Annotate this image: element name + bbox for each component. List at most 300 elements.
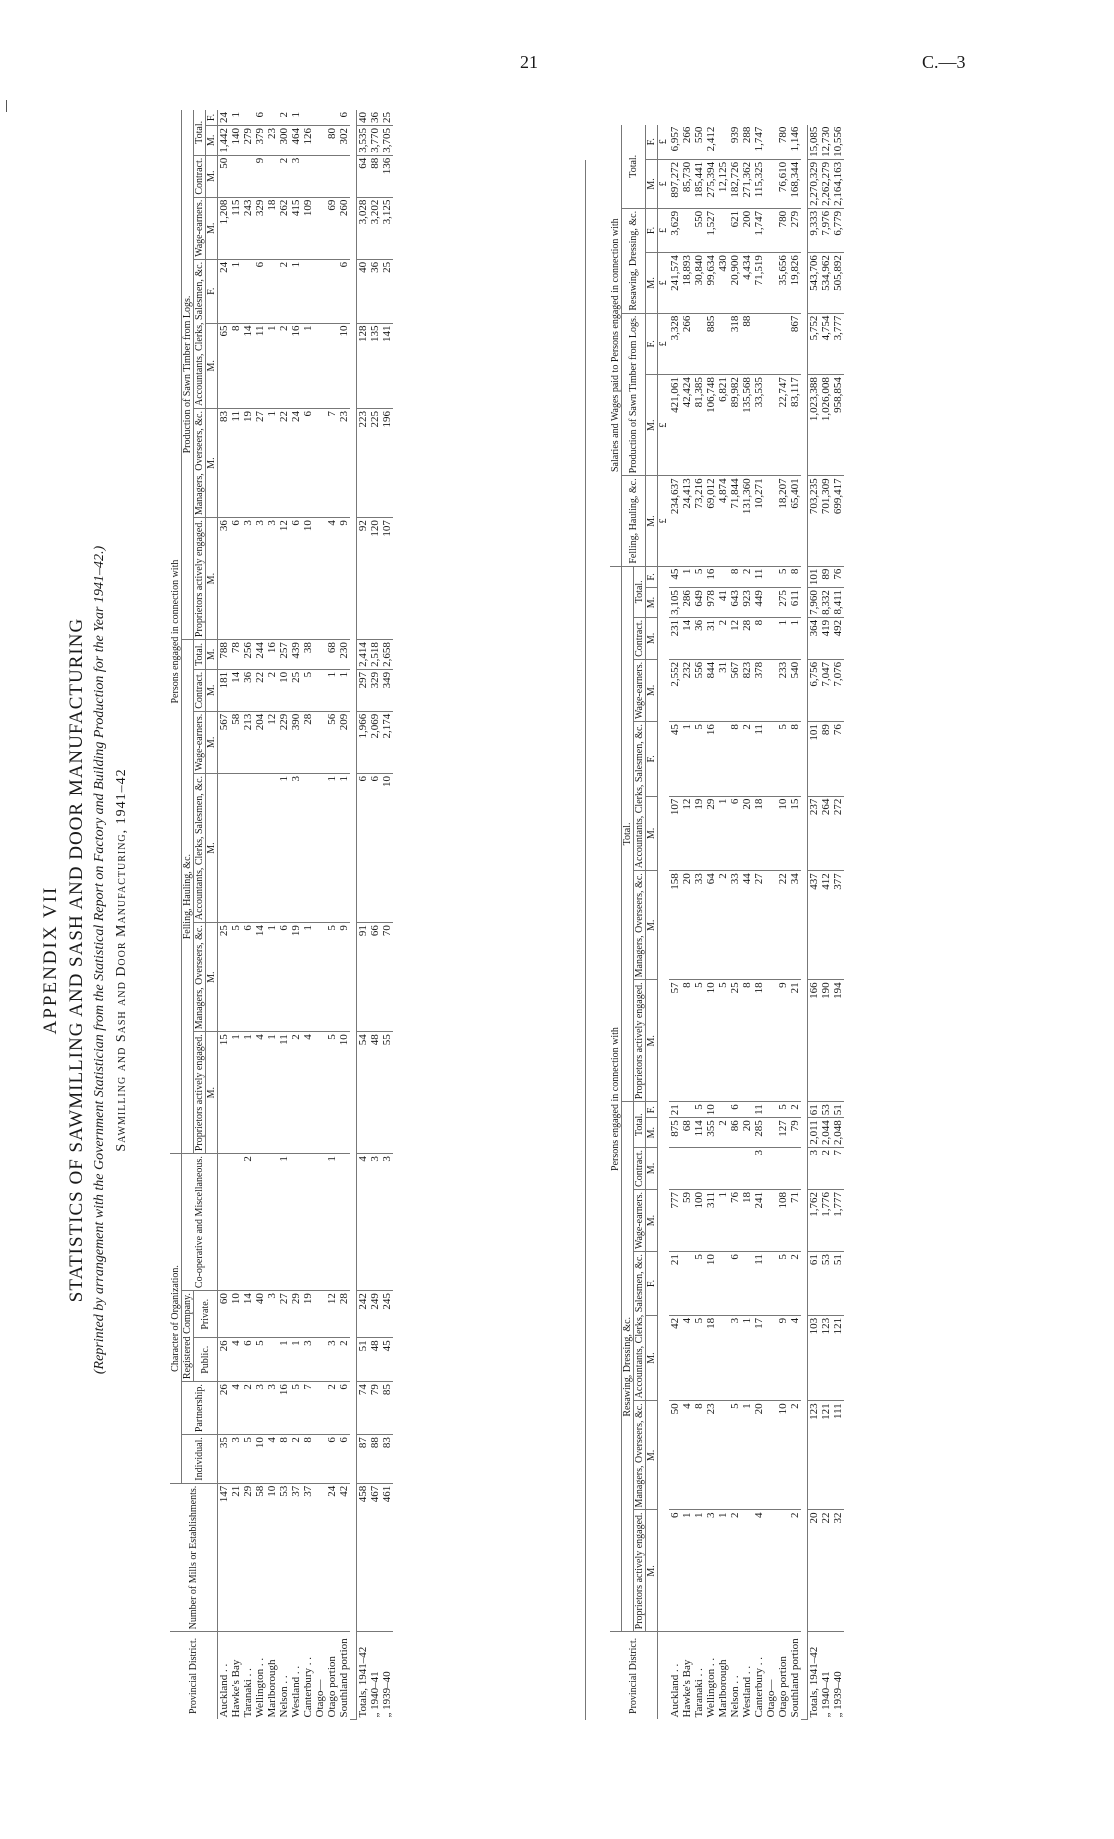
currency-symbol: £ bbox=[658, 125, 670, 160]
table-cell: 36 bbox=[693, 617, 705, 659]
sex-header: M. bbox=[646, 476, 658, 566]
table-cell: 65,401 bbox=[789, 476, 801, 566]
table-cell: 2,552 bbox=[669, 659, 681, 721]
table-cell: 1,966 bbox=[357, 711, 370, 773]
table-cell: 449 bbox=[753, 588, 765, 618]
table-cell: 37 bbox=[302, 1483, 314, 1632]
table-cell: 27 bbox=[753, 871, 765, 980]
table-cell: 4 bbox=[266, 1435, 278, 1484]
table-cell bbox=[314, 197, 326, 259]
table-cell: 71,844 bbox=[729, 476, 741, 566]
sal-sawn-header: Production of Sawn Timber from Logs. bbox=[622, 313, 646, 476]
table-cell: 1 bbox=[338, 773, 350, 922]
felling-total-header: Total. bbox=[194, 640, 206, 670]
table-cell bbox=[266, 773, 278, 922]
table-cell: 550 bbox=[693, 125, 705, 160]
felling-contract-header: Contract. bbox=[194, 669, 206, 711]
table-cell: 25 bbox=[290, 669, 302, 711]
table-cell: 275 bbox=[777, 588, 789, 618]
table-cell: 7 bbox=[302, 1382, 314, 1435]
statistics-title: STATISTICS OF SAWMILLING AND SASH AND DOOR MANUFACTURING bbox=[66, 617, 87, 1303]
table-cell bbox=[314, 1338, 326, 1382]
appendix-title: APPENDIX VII bbox=[40, 885, 61, 1035]
sawn-managers-header: Managers, Overseers, &c. bbox=[194, 409, 206, 518]
table-cell bbox=[266, 110, 278, 126]
district-label: Westland . . bbox=[741, 1665, 753, 1718]
table-cell: 37 bbox=[290, 1483, 302, 1632]
table-cell: 45 bbox=[669, 566, 681, 588]
table-cell: 1,762 bbox=[808, 1189, 821, 1251]
table-cell: 271,362 bbox=[741, 159, 753, 208]
table-cell: 115 bbox=[230, 197, 242, 259]
table-cell: 978 bbox=[705, 588, 717, 618]
table-cell: 8,332 bbox=[820, 588, 832, 618]
table-cell: 2 bbox=[820, 1148, 832, 1190]
table-cell: 279 bbox=[242, 125, 254, 155]
salaries-header: Salaries and Wages paid to Persons engaged in connection with bbox=[610, 125, 622, 567]
table-cell: 73,216 bbox=[693, 476, 705, 566]
table-cell: 3,202 bbox=[369, 197, 381, 259]
table-cell: 297 bbox=[357, 669, 370, 711]
table-cell: 127 bbox=[777, 1118, 789, 1148]
table-cell: 6 bbox=[230, 518, 242, 640]
table-cell: 1,777 bbox=[832, 1189, 844, 1251]
table-cell bbox=[765, 566, 777, 588]
table-cell bbox=[302, 1154, 314, 1291]
table-cell: 885 bbox=[705, 313, 717, 375]
table-cell: 209 bbox=[338, 711, 350, 773]
table-row bbox=[789, 125, 801, 1720]
table-cell: 24,413 bbox=[681, 476, 693, 566]
table-cell: 11 bbox=[254, 323, 266, 409]
table-cell: 19 bbox=[302, 1291, 314, 1338]
table-cell: 242 bbox=[357, 1291, 370, 1338]
table-cell: 5 bbox=[693, 566, 705, 588]
table-cell: 85 bbox=[381, 1382, 393, 1435]
table-cell: 7 bbox=[326, 409, 338, 518]
table-cell: 249 bbox=[369, 1291, 381, 1338]
table-cell bbox=[314, 773, 326, 922]
table-cell: 6 bbox=[338, 110, 350, 126]
table-cell: 7,076 bbox=[832, 659, 844, 721]
table-cell: 4 bbox=[302, 1032, 314, 1154]
table-cell: 272 bbox=[832, 796, 844, 871]
table-cell bbox=[338, 155, 350, 197]
table-cell: 101 bbox=[808, 722, 821, 797]
table-cell: 8 bbox=[681, 980, 693, 1102]
table-cell: 5,752 bbox=[808, 313, 821, 375]
table-row bbox=[808, 125, 821, 1720]
district-label: Otago portion bbox=[777, 1656, 789, 1718]
table-cell: 190 bbox=[820, 980, 832, 1102]
district-label: „ 1940–41 bbox=[369, 1671, 381, 1718]
individual-header: Individual. bbox=[182, 1435, 218, 1484]
sex-header: M. bbox=[646, 1189, 658, 1251]
sex-header: M. bbox=[206, 640, 218, 670]
table-cell: 1 bbox=[693, 1510, 705, 1632]
table-cell: 128 bbox=[357, 323, 370, 409]
table-cell: 2,262,279 bbox=[820, 159, 832, 208]
table-cell: 8 bbox=[753, 617, 765, 659]
table-cell: 1 bbox=[266, 923, 278, 1032]
table-cell: 9 bbox=[338, 518, 350, 640]
table-cell: 10 bbox=[705, 1102, 717, 1118]
table-cell: 7,976 bbox=[820, 208, 832, 252]
table-cell bbox=[765, 1510, 777, 1632]
table-cell: 51 bbox=[832, 1252, 844, 1316]
sex-header: M. bbox=[646, 1315, 658, 1401]
table-cell: 56 bbox=[326, 711, 338, 773]
table-cell: 237 bbox=[808, 796, 821, 871]
table-cell: 6 bbox=[338, 1382, 350, 1435]
table-cell bbox=[314, 1291, 326, 1338]
table-cell: 2,412 bbox=[705, 125, 717, 160]
table-cell: 27 bbox=[254, 409, 266, 518]
table-cell: 266 bbox=[681, 125, 693, 160]
table-cell: 1 bbox=[789, 617, 801, 659]
table-cell: 80 bbox=[326, 125, 338, 155]
table-cell: 419 bbox=[820, 617, 832, 659]
table-cell: 266 bbox=[681, 313, 693, 375]
table-cell: 6 bbox=[357, 773, 370, 922]
table-cell: 2,414 bbox=[357, 640, 370, 670]
table-cell: 26 bbox=[218, 1382, 231, 1435]
table-cell: 18 bbox=[705, 1315, 717, 1401]
currency-symbol: £ bbox=[658, 208, 670, 252]
table-cell: 18 bbox=[266, 197, 278, 259]
table-cell: 51 bbox=[832, 1102, 844, 1118]
tot-contract-header: Contract. bbox=[634, 617, 646, 659]
table-cell: 3 bbox=[302, 1338, 314, 1382]
table-cell: 34 bbox=[789, 871, 801, 980]
table-cell: 24 bbox=[290, 409, 302, 518]
table-cell: 230 bbox=[338, 640, 350, 670]
table-cell: 3 bbox=[290, 155, 302, 197]
table-cell: 2 bbox=[741, 722, 753, 797]
tot-managers-header: Managers, Overseers, &c. bbox=[634, 871, 646, 980]
table-cell: 1 bbox=[230, 1032, 242, 1154]
table-cell bbox=[765, 1401, 777, 1510]
sex-header: M. bbox=[206, 323, 218, 409]
table-cell: 3,328 bbox=[669, 313, 681, 375]
sex-header: M. bbox=[646, 659, 658, 721]
district-header: Provincial District. bbox=[170, 1632, 218, 1720]
table-cell bbox=[789, 1148, 801, 1190]
table-cell: 53 bbox=[278, 1483, 290, 1632]
table-cell: 79 bbox=[789, 1118, 801, 1148]
district-label: Taranaki . . bbox=[242, 1668, 254, 1718]
sex-header: M. bbox=[206, 155, 218, 197]
table-cell: 1 bbox=[717, 1510, 729, 1632]
table-cell: 421,061 bbox=[669, 375, 681, 476]
table-cell: 329 bbox=[369, 669, 381, 711]
table-cell bbox=[705, 1148, 717, 1190]
table-cell: 6 bbox=[242, 923, 254, 1032]
table-cell: 1 bbox=[326, 773, 338, 922]
table-cell: 36 bbox=[242, 669, 254, 711]
table-cell bbox=[314, 323, 326, 409]
table-cell: 103 bbox=[808, 1315, 821, 1401]
table-row bbox=[693, 125, 705, 1720]
table-cell: 140 bbox=[230, 125, 242, 155]
table-cell: 115,325 bbox=[753, 159, 765, 208]
felling-wage-header: Wage-earners. bbox=[194, 711, 206, 773]
table-cell: 225 bbox=[369, 409, 381, 518]
table-cell: 59 bbox=[681, 1189, 693, 1251]
sawn-total-header: Total. bbox=[194, 110, 206, 155]
sex-header: M. bbox=[646, 588, 658, 618]
district-label: Marlborough bbox=[717, 1659, 729, 1718]
table-cell bbox=[717, 566, 729, 588]
table-cell: 3 bbox=[753, 1148, 765, 1190]
table-cell: 3,705 bbox=[381, 125, 393, 155]
table-cell: 10 bbox=[254, 1435, 266, 1484]
table-cell: 88 bbox=[369, 155, 381, 197]
sawn-wage-header: Wage-earners. bbox=[194, 197, 206, 259]
felling-accountants-header: Accountants, Clerks, Salesmen, &c. bbox=[194, 773, 206, 922]
table-cell: 27 bbox=[278, 1291, 290, 1338]
table-cell: 5 bbox=[693, 1102, 705, 1118]
table-cell: 1 bbox=[302, 923, 314, 1032]
table-cell: 780 bbox=[777, 208, 789, 252]
table-cell: 19 bbox=[242, 409, 254, 518]
table-cell bbox=[338, 1154, 350, 1291]
table-cell: 1 bbox=[302, 323, 314, 409]
table-cell: 3 bbox=[254, 1382, 266, 1435]
table-cell: 61 bbox=[808, 1252, 821, 1316]
table-cell: 89 bbox=[820, 722, 832, 797]
table-cell: 437 bbox=[808, 871, 821, 980]
table-cell: 4,434 bbox=[741, 253, 753, 314]
table-cell: 10 bbox=[777, 796, 789, 871]
table-cell: 22 bbox=[777, 871, 789, 980]
table-row bbox=[717, 125, 729, 1720]
table-cell: 534,962 bbox=[820, 253, 832, 314]
table-cell: 1 bbox=[230, 110, 242, 126]
table-cell: 1 bbox=[681, 566, 693, 588]
table-cell: 21 bbox=[669, 1102, 681, 1118]
table-cell: 1,023,388 bbox=[808, 375, 821, 476]
table-cell: 3 bbox=[242, 518, 254, 640]
table-cell: 5 bbox=[777, 1102, 789, 1118]
table-cell: 18 bbox=[753, 796, 765, 871]
sex-header: F. bbox=[646, 313, 658, 375]
table-cell: 54 bbox=[357, 1032, 370, 1154]
table-cell: 4 bbox=[753, 1510, 765, 1632]
tot-total-header: Total. bbox=[634, 566, 646, 617]
table-cell bbox=[681, 208, 693, 252]
table-row bbox=[741, 125, 753, 1720]
table-cell: 10 bbox=[705, 1252, 717, 1316]
table-cell bbox=[765, 313, 777, 375]
rotated-appendix-page bbox=[40, 111, 1050, 1780]
table-cell: 1 bbox=[290, 110, 302, 126]
table-cell bbox=[302, 110, 314, 126]
table-cell: 15 bbox=[218, 1032, 231, 1154]
table-cell: 6 bbox=[729, 1252, 741, 1316]
sex-header: M. bbox=[206, 409, 218, 518]
table-cell: 136 bbox=[381, 155, 393, 197]
sawn-header: Production of Sawn Timber from Logs. bbox=[182, 110, 194, 640]
table-cell: 5 bbox=[693, 980, 705, 1102]
table-cell: 378 bbox=[753, 659, 765, 721]
sawn-proprietors-header: Proprietors actively engaged. bbox=[194, 518, 206, 640]
public-header: Public. bbox=[194, 1338, 218, 1382]
table-cell: 1,747 bbox=[753, 208, 765, 252]
sex-header: M. bbox=[646, 1118, 658, 1148]
sex-header: M. bbox=[206, 197, 218, 259]
table-cell: 33 bbox=[693, 871, 705, 980]
table-cell: 5 bbox=[254, 1338, 266, 1382]
table-cell: 181 bbox=[218, 669, 231, 711]
sawn-accountants-header: Accountants, Clerks, Salesmen, &c. bbox=[194, 259, 206, 408]
district-label: Totals, 1941–42 bbox=[357, 1632, 370, 1720]
table-cell: 275,394 bbox=[705, 159, 717, 208]
table-cell: 649 bbox=[693, 588, 705, 618]
table-cell bbox=[717, 1252, 729, 1316]
table-cell: 349 bbox=[381, 669, 393, 711]
table-cell bbox=[314, 640, 326, 670]
sex-header: M. bbox=[646, 796, 658, 871]
table-cell: 701,309 bbox=[820, 476, 832, 566]
table-cell: 42,424 bbox=[681, 375, 693, 476]
district-label: Nelson . . bbox=[278, 1675, 290, 1718]
table-cell bbox=[254, 1154, 266, 1291]
district-label: Otago— bbox=[765, 1679, 777, 1718]
table-cell: 6 bbox=[338, 259, 350, 323]
table-cell: 1 bbox=[266, 1032, 278, 1154]
table-cell: 8 bbox=[729, 566, 741, 588]
table-cell: 4 bbox=[230, 1382, 242, 1435]
table-cell: 1 bbox=[717, 1189, 729, 1251]
felling-header: Felling, Hauling, &c. bbox=[182, 640, 194, 1154]
table-cell: 243 bbox=[242, 197, 254, 259]
district-label: Southland portion bbox=[789, 1638, 801, 1718]
table-cell bbox=[314, 1032, 326, 1154]
table-cell: 3 bbox=[705, 1510, 717, 1632]
section-rule bbox=[585, 160, 586, 1720]
table-cell: 53 bbox=[820, 1252, 832, 1316]
table-cell: 12 bbox=[681, 796, 693, 871]
resaw-managers-header: Managers, Overseers, &c. bbox=[634, 1401, 646, 1510]
table-cell: 1,747 bbox=[753, 125, 765, 160]
table-cell: 9 bbox=[254, 155, 266, 197]
table-cell: 20 bbox=[753, 1401, 765, 1510]
table-cell: 377 bbox=[832, 871, 844, 980]
table-cell: 1 bbox=[230, 259, 242, 323]
table-cell: 51 bbox=[357, 1338, 370, 1382]
table-cell: 101 bbox=[808, 566, 821, 588]
table-cell: 2 bbox=[242, 1382, 254, 1435]
table-row bbox=[218, 110, 231, 1720]
table-cell: 923 bbox=[741, 588, 753, 618]
table-cell: 300 bbox=[278, 125, 290, 155]
table-cell: 40 bbox=[357, 110, 370, 126]
table-cell bbox=[242, 155, 254, 197]
table-cell: 543,706 bbox=[808, 253, 821, 314]
sex-header: M. bbox=[206, 125, 218, 155]
table-cell: 40 bbox=[254, 1291, 266, 1338]
table-cell: 166 bbox=[808, 980, 821, 1102]
table-cell bbox=[693, 1148, 705, 1190]
table-cell: 88 bbox=[741, 313, 753, 375]
table-cell: 2,270,329 bbox=[808, 159, 821, 208]
table-cell: 19 bbox=[693, 796, 705, 871]
table-row bbox=[765, 125, 777, 1720]
table-cell: 185,441 bbox=[693, 159, 705, 208]
currency-row-spacer bbox=[658, 566, 670, 1632]
table-cell: 3 bbox=[729, 1315, 741, 1401]
coop-header: Co-operative and Miscellaneous. bbox=[182, 1154, 218, 1291]
table-cell bbox=[741, 1148, 753, 1190]
table-cell: 6 bbox=[369, 773, 381, 922]
table-row bbox=[242, 110, 254, 1720]
table-cell: 6,821 bbox=[717, 375, 729, 476]
table-cell: 100 bbox=[693, 1189, 705, 1251]
table-cell bbox=[765, 253, 777, 314]
table-cell: 567 bbox=[729, 659, 741, 721]
table-cell: 5 bbox=[729, 1401, 741, 1510]
table-cell bbox=[681, 1148, 693, 1190]
table-cell: 5 bbox=[777, 1252, 789, 1316]
persons-header: Persons engaged in connection with bbox=[170, 110, 182, 1154]
table-cell: 2 bbox=[338, 1338, 350, 1382]
table-cell bbox=[729, 1148, 741, 1190]
table-cell bbox=[302, 259, 314, 323]
table-cell: 22 bbox=[254, 669, 266, 711]
table-cell bbox=[230, 773, 242, 922]
table-cell: 114 bbox=[693, 1118, 705, 1148]
district-label: Otago— bbox=[314, 1679, 326, 1718]
table-cell bbox=[314, 711, 326, 773]
table-cell bbox=[266, 1338, 278, 1382]
table-cell: 10 bbox=[338, 1032, 350, 1154]
total-group-header: Total. bbox=[622, 566, 634, 1102]
table-cell: 5 bbox=[777, 722, 789, 797]
table-cell bbox=[765, 1118, 777, 1148]
table-cell: 4 bbox=[681, 1315, 693, 1401]
table-cell: 23 bbox=[266, 125, 278, 155]
table-row bbox=[254, 110, 266, 1720]
table-cell: 158 bbox=[669, 871, 681, 980]
table-cell: 1 bbox=[326, 1154, 338, 1291]
table-cell: 29 bbox=[705, 796, 717, 871]
sex-header: M. bbox=[206, 773, 218, 922]
table-cell: 492 bbox=[832, 617, 844, 659]
table-cell: 3 bbox=[266, 1291, 278, 1338]
table-cell bbox=[777, 1510, 789, 1632]
table-cell: 3 bbox=[381, 1154, 393, 1291]
table-cell: 74 bbox=[357, 1382, 370, 1435]
table-cell bbox=[777, 1148, 789, 1190]
table-cell: 131,360 bbox=[741, 476, 753, 566]
table-cell: 241 bbox=[753, 1189, 765, 1251]
table-cell: 123 bbox=[820, 1315, 832, 1401]
table-cell bbox=[717, 1102, 729, 1118]
table-cell: 1,026,008 bbox=[820, 375, 832, 476]
table-cell: 42 bbox=[338, 1483, 350, 1632]
table-cell: 8 bbox=[741, 980, 753, 1102]
table-cell: 311 bbox=[705, 1189, 717, 1251]
table-cell bbox=[314, 518, 326, 640]
table-cell: 3,105 bbox=[669, 588, 681, 618]
resawing-salaries-table bbox=[610, 125, 844, 1720]
table-cell: 643 bbox=[729, 588, 741, 618]
table-cell: 897,272 bbox=[669, 159, 681, 208]
table-cell: 57 bbox=[669, 980, 681, 1102]
sawn-contract-header: Contract. bbox=[194, 155, 206, 197]
district-label: Marlborough bbox=[266, 1659, 278, 1718]
